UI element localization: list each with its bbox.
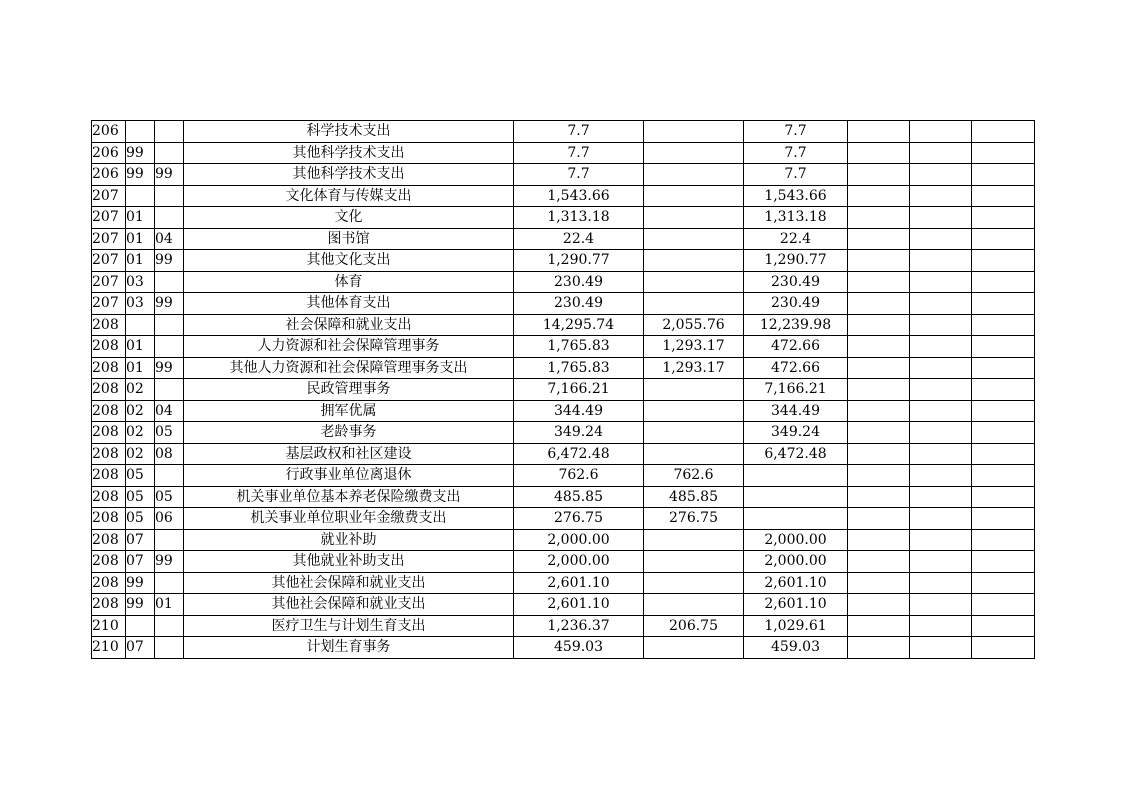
class-code-cell: 208 — [92, 465, 126, 487]
basic-expenditure-cell — [644, 293, 744, 315]
subject-name-cell: 其他社会保障和就业支出 — [184, 572, 514, 594]
section-code-cell: 01 — [126, 357, 155, 379]
subject-name-cell: 其他科学技术支出 — [184, 142, 514, 164]
section-code-cell: 99 — [126, 164, 155, 186]
empty-cell — [972, 572, 1035, 594]
section-code-cell: 01 — [126, 250, 155, 272]
project-expenditure-cell: 7,166.21 — [744, 379, 848, 401]
basic-expenditure-cell: 485.85 — [644, 486, 744, 508]
item-code-cell: 01 — [155, 594, 184, 616]
class-code-cell: 207 — [92, 250, 126, 272]
empty-cell — [972, 465, 1035, 487]
empty-cell — [972, 185, 1035, 207]
table-row — [92, 271, 1035, 293]
empty-cell — [972, 357, 1035, 379]
class-code-cell: 206 — [92, 142, 126, 164]
basic-expenditure-cell — [644, 572, 744, 594]
empty-cell — [910, 529, 972, 551]
empty-cell — [848, 486, 910, 508]
section-code-cell: 07 — [126, 551, 155, 573]
total-amount-cell: 1,765.83 — [514, 357, 644, 379]
empty-cell — [972, 293, 1035, 315]
basic-expenditure-cell — [644, 207, 744, 229]
total-amount-cell: 344.49 — [514, 400, 644, 422]
item-code-cell: 04 — [155, 228, 184, 250]
empty-cell — [848, 164, 910, 186]
basic-expenditure-cell — [644, 594, 744, 616]
subject-name-cell: 其他人力资源和社会保障管理事务支出 — [184, 357, 514, 379]
subject-name-cell: 文化体育与传媒支出 — [184, 185, 514, 207]
subject-name-cell: 机关事业单位基本养老保险缴费支出 — [184, 486, 514, 508]
class-code-cell: 208 — [92, 336, 126, 358]
item-code-cell: 99 — [155, 551, 184, 573]
table-body — [92, 121, 1035, 659]
total-amount-cell: 22.4 — [514, 228, 644, 250]
empty-cell — [910, 443, 972, 465]
table-row — [92, 314, 1035, 336]
empty-cell — [972, 615, 1035, 637]
basic-expenditure-cell: 276.75 — [644, 508, 744, 530]
subject-name-cell: 其他体育支出 — [184, 293, 514, 315]
basic-expenditure-cell: 1,293.17 — [644, 357, 744, 379]
subject-name-cell: 计划生育事务 — [184, 637, 514, 659]
basic-expenditure-cell — [644, 185, 744, 207]
section-code-cell — [126, 615, 155, 637]
project-expenditure-cell: 7.7 — [744, 142, 848, 164]
subject-name-cell: 其他就业补助支出 — [184, 551, 514, 573]
table-row — [92, 357, 1035, 379]
total-amount-cell: 459.03 — [514, 637, 644, 659]
table-row — [92, 379, 1035, 401]
table-row — [92, 400, 1035, 422]
section-code-cell — [126, 314, 155, 336]
subject-name-cell: 其他科学技术支出 — [184, 164, 514, 186]
table-row — [92, 486, 1035, 508]
empty-cell — [848, 615, 910, 637]
item-code-cell: 99 — [155, 250, 184, 272]
empty-cell — [848, 443, 910, 465]
section-code-cell: 03 — [126, 293, 155, 315]
table-row — [92, 637, 1035, 659]
project-expenditure-cell: 1,029.61 — [744, 615, 848, 637]
empty-cell — [972, 336, 1035, 358]
subject-name-cell: 文化 — [184, 207, 514, 229]
basic-expenditure-cell: 2,055.76 — [644, 314, 744, 336]
basic-expenditure-cell — [644, 228, 744, 250]
section-code-cell: 05 — [126, 486, 155, 508]
empty-cell — [910, 594, 972, 616]
table-row — [92, 250, 1035, 272]
empty-cell — [848, 637, 910, 659]
project-expenditure-cell: 2,601.10 — [744, 594, 848, 616]
item-code-cell — [155, 336, 184, 358]
table-row — [92, 142, 1035, 164]
empty-cell — [848, 379, 910, 401]
empty-cell — [848, 271, 910, 293]
empty-cell — [910, 293, 972, 315]
section-code-cell: 02 — [126, 400, 155, 422]
basic-expenditure-cell: 206.75 — [644, 615, 744, 637]
total-amount-cell: 2,000.00 — [514, 529, 644, 551]
basic-expenditure-cell — [644, 379, 744, 401]
project-expenditure-cell: 2,601.10 — [744, 572, 848, 594]
basic-expenditure-cell: 1,293.17 — [644, 336, 744, 358]
class-code-cell: 208 — [92, 508, 126, 530]
item-code-cell: 04 — [155, 400, 184, 422]
basic-expenditure-cell — [644, 250, 744, 272]
empty-cell — [910, 400, 972, 422]
empty-cell — [910, 551, 972, 573]
project-expenditure-cell: 7.7 — [744, 121, 848, 143]
table-row — [92, 465, 1035, 487]
empty-cell — [972, 486, 1035, 508]
basic-expenditure-cell — [644, 529, 744, 551]
item-code-cell: 08 — [155, 443, 184, 465]
total-amount-cell: 762.6 — [514, 465, 644, 487]
empty-cell — [848, 121, 910, 143]
item-code-cell: 99 — [155, 164, 184, 186]
empty-cell — [910, 121, 972, 143]
class-code-cell: 208 — [92, 400, 126, 422]
empty-cell — [848, 357, 910, 379]
class-code-cell: 208 — [92, 486, 126, 508]
project-expenditure-cell — [744, 465, 848, 487]
subject-name-cell: 其他社会保障和就业支出 — [184, 594, 514, 616]
table-row — [92, 443, 1035, 465]
project-expenditure-cell: 344.49 — [744, 400, 848, 422]
total-amount-cell: 14,295.74 — [514, 314, 644, 336]
class-code-cell: 208 — [92, 422, 126, 444]
item-code-cell — [155, 615, 184, 637]
basic-expenditure-cell — [644, 443, 744, 465]
basic-expenditure-cell — [644, 121, 744, 143]
empty-cell — [848, 400, 910, 422]
class-code-cell: 208 — [92, 572, 126, 594]
basic-expenditure-cell — [644, 271, 744, 293]
project-expenditure-cell: 472.66 — [744, 357, 848, 379]
total-amount-cell: 7.7 — [514, 164, 644, 186]
project-expenditure-cell: 2,000.00 — [744, 529, 848, 551]
total-amount-cell: 1,313.18 — [514, 207, 644, 229]
project-expenditure-cell: 459.03 — [744, 637, 848, 659]
item-code-cell — [155, 207, 184, 229]
empty-cell — [848, 594, 910, 616]
empty-cell — [910, 422, 972, 444]
empty-cell — [910, 508, 972, 530]
item-code-cell — [155, 637, 184, 659]
basic-expenditure-cell — [644, 400, 744, 422]
subject-name-cell: 医疗卫生与计划生育支出 — [184, 615, 514, 637]
project-expenditure-cell: 349.24 — [744, 422, 848, 444]
subject-name-cell: 民政管理事务 — [184, 379, 514, 401]
empty-cell — [848, 551, 910, 573]
empty-cell — [910, 336, 972, 358]
subject-name-cell: 老龄事务 — [184, 422, 514, 444]
table-row — [92, 422, 1035, 444]
total-amount-cell: 1,236.37 — [514, 615, 644, 637]
empty-cell — [910, 615, 972, 637]
empty-cell — [848, 250, 910, 272]
section-code-cell: 99 — [126, 594, 155, 616]
empty-cell — [848, 572, 910, 594]
class-code-cell: 208 — [92, 379, 126, 401]
section-code-cell: 01 — [126, 228, 155, 250]
total-amount-cell: 1,765.83 — [514, 336, 644, 358]
empty-cell — [972, 271, 1035, 293]
section-code-cell: 01 — [126, 336, 155, 358]
empty-cell — [910, 637, 972, 659]
section-code-cell: 02 — [126, 443, 155, 465]
project-expenditure-cell: 12,239.98 — [744, 314, 848, 336]
total-amount-cell: 349.24 — [514, 422, 644, 444]
empty-cell — [910, 486, 972, 508]
empty-cell — [848, 422, 910, 444]
empty-cell — [910, 271, 972, 293]
subject-name-cell: 基层政权和社区建设 — [184, 443, 514, 465]
project-expenditure-cell: 1,543.66 — [744, 185, 848, 207]
empty-cell — [910, 207, 972, 229]
item-code-cell: 99 — [155, 293, 184, 315]
section-code-cell — [126, 121, 155, 143]
empty-cell — [972, 228, 1035, 250]
empty-cell — [972, 379, 1035, 401]
class-code-cell: 208 — [92, 529, 126, 551]
project-expenditure-cell: 1,313.18 — [744, 207, 848, 229]
subject-name-cell: 图书馆 — [184, 228, 514, 250]
section-code-cell: 02 — [126, 379, 155, 401]
basic-expenditure-cell — [644, 637, 744, 659]
item-code-cell — [155, 465, 184, 487]
project-expenditure-cell: 230.49 — [744, 271, 848, 293]
class-code-cell: 208 — [92, 551, 126, 573]
empty-cell — [848, 314, 910, 336]
section-code-cell: 99 — [126, 142, 155, 164]
class-code-cell: 207 — [92, 185, 126, 207]
class-code-cell: 208 — [92, 594, 126, 616]
table-row — [92, 293, 1035, 315]
empty-cell — [848, 465, 910, 487]
empty-cell — [910, 379, 972, 401]
table-row — [92, 228, 1035, 250]
empty-cell — [972, 164, 1035, 186]
total-amount-cell: 6,472.48 — [514, 443, 644, 465]
class-code-cell: 206 — [92, 121, 126, 143]
item-code-cell — [155, 314, 184, 336]
table-row — [92, 615, 1035, 637]
total-amount-cell: 485.85 — [514, 486, 644, 508]
empty-cell — [910, 185, 972, 207]
item-code-cell — [155, 121, 184, 143]
basic-expenditure-cell — [644, 142, 744, 164]
item-code-cell — [155, 572, 184, 594]
empty-cell — [848, 142, 910, 164]
project-expenditure-cell: 472.66 — [744, 336, 848, 358]
section-code-cell: 03 — [126, 271, 155, 293]
empty-cell — [972, 142, 1035, 164]
total-amount-cell: 1,543.66 — [514, 185, 644, 207]
total-amount-cell: 230.49 — [514, 293, 644, 315]
budget-table — [91, 120, 1035, 659]
empty-cell — [910, 164, 972, 186]
subject-name-cell: 科学技术支出 — [184, 121, 514, 143]
empty-cell — [848, 529, 910, 551]
total-amount-cell: 276.75 — [514, 508, 644, 530]
empty-cell — [848, 293, 910, 315]
section-code-cell: 05 — [126, 465, 155, 487]
item-code-cell — [155, 185, 184, 207]
empty-cell — [910, 142, 972, 164]
table-row — [92, 336, 1035, 358]
section-code-cell: 01 — [126, 207, 155, 229]
class-code-cell: 210 — [92, 615, 126, 637]
project-expenditure-cell — [744, 508, 848, 530]
class-code-cell: 208 — [92, 357, 126, 379]
class-code-cell: 207 — [92, 207, 126, 229]
empty-cell — [972, 314, 1035, 336]
item-code-cell: 06 — [155, 508, 184, 530]
class-code-cell: 210 — [92, 637, 126, 659]
empty-cell — [972, 443, 1035, 465]
table-row — [92, 207, 1035, 229]
item-code-cell — [155, 529, 184, 551]
item-code-cell: 05 — [155, 422, 184, 444]
subject-name-cell: 其他文化支出 — [184, 250, 514, 272]
empty-cell — [972, 637, 1035, 659]
class-code-cell: 206 — [92, 164, 126, 186]
class-code-cell: 208 — [92, 443, 126, 465]
total-amount-cell: 230.49 — [514, 271, 644, 293]
basic-expenditure-cell: 762.6 — [644, 465, 744, 487]
empty-cell — [972, 551, 1035, 573]
section-code-cell: 07 — [126, 529, 155, 551]
total-amount-cell: 2,601.10 — [514, 572, 644, 594]
class-code-cell: 207 — [92, 293, 126, 315]
empty-cell — [848, 185, 910, 207]
class-code-cell: 207 — [92, 271, 126, 293]
empty-cell — [910, 228, 972, 250]
total-amount-cell: 1,290.77 — [514, 250, 644, 272]
section-code-cell: 07 — [126, 637, 155, 659]
empty-cell — [848, 228, 910, 250]
table-row — [92, 121, 1035, 143]
empty-cell — [910, 357, 972, 379]
empty-cell — [972, 400, 1035, 422]
table-row — [92, 185, 1035, 207]
subject-name-cell: 社会保障和就业支出 — [184, 314, 514, 336]
item-code-cell: 05 — [155, 486, 184, 508]
empty-cell — [910, 250, 972, 272]
project-expenditure-cell: 22.4 — [744, 228, 848, 250]
item-code-cell — [155, 142, 184, 164]
total-amount-cell: 7,166.21 — [514, 379, 644, 401]
section-code-cell — [126, 185, 155, 207]
total-amount-cell: 2,601.10 — [514, 594, 644, 616]
project-expenditure-cell: 6,472.48 — [744, 443, 848, 465]
class-code-cell: 207 — [92, 228, 126, 250]
basic-expenditure-cell — [644, 551, 744, 573]
empty-cell — [972, 508, 1035, 530]
basic-expenditure-cell — [644, 164, 744, 186]
total-amount-cell: 7.7 — [514, 142, 644, 164]
item-code-cell — [155, 379, 184, 401]
empty-cell — [910, 314, 972, 336]
section-code-cell: 02 — [126, 422, 155, 444]
empty-cell — [972, 121, 1035, 143]
table-row — [92, 572, 1035, 594]
item-code-cell: 99 — [155, 357, 184, 379]
table-row — [92, 529, 1035, 551]
table-row — [92, 551, 1035, 573]
total-amount-cell: 7.7 — [514, 121, 644, 143]
empty-cell — [848, 336, 910, 358]
subject-name-cell: 行政事业单位离退休 — [184, 465, 514, 487]
project-expenditure-cell: 1,290.77 — [744, 250, 848, 272]
subject-name-cell: 机关事业单位职业年金缴费支出 — [184, 508, 514, 530]
table-row — [92, 164, 1035, 186]
empty-cell — [910, 465, 972, 487]
empty-cell — [972, 207, 1035, 229]
total-amount-cell: 2,000.00 — [514, 551, 644, 573]
table-row — [92, 594, 1035, 616]
subject-name-cell: 人力资源和社会保障管理事务 — [184, 336, 514, 358]
class-code-cell: 208 — [92, 314, 126, 336]
empty-cell — [848, 508, 910, 530]
project-expenditure-cell: 7.7 — [744, 164, 848, 186]
empty-cell — [848, 207, 910, 229]
subject-name-cell: 拥军优属 — [184, 400, 514, 422]
project-expenditure-cell: 230.49 — [744, 293, 848, 315]
section-code-cell: 05 — [126, 508, 155, 530]
basic-expenditure-cell — [644, 422, 744, 444]
subject-name-cell: 体育 — [184, 271, 514, 293]
empty-cell — [972, 422, 1035, 444]
subject-name-cell: 就业补助 — [184, 529, 514, 551]
section-code-cell: 99 — [126, 572, 155, 594]
empty-cell — [972, 594, 1035, 616]
empty-cell — [972, 529, 1035, 551]
empty-cell — [910, 572, 972, 594]
project-expenditure-cell — [744, 486, 848, 508]
table-row — [92, 508, 1035, 530]
empty-cell — [972, 250, 1035, 272]
item-code-cell — [155, 271, 184, 293]
project-expenditure-cell: 2,000.00 — [744, 551, 848, 573]
